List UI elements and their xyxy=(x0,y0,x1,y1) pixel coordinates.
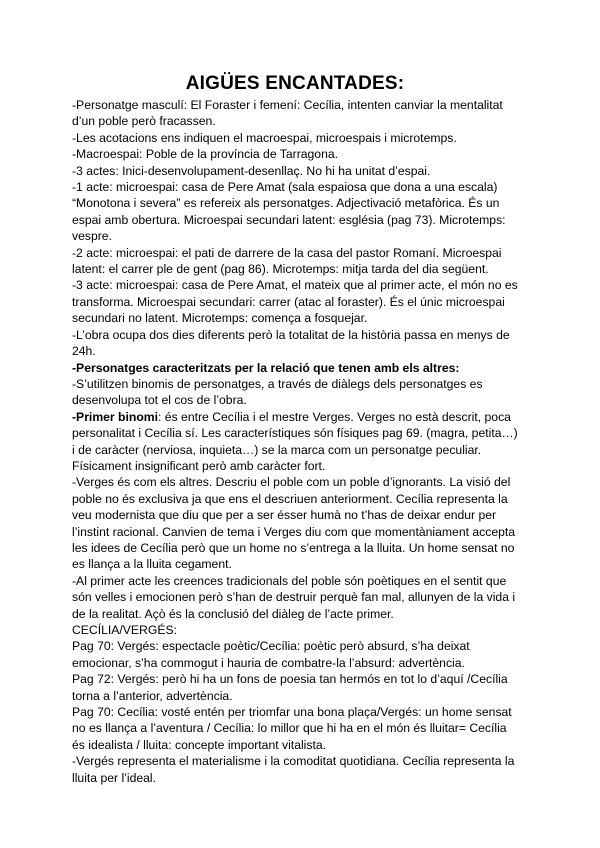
paragraph-text: -S’utilitzen binomis de personatges, a través de diàlegs dels personatges es desenvolupa tot el cos de l’obra. xyxy=(72,376,483,408)
document-title: AIGÜES ENCANTADES: xyxy=(185,73,405,94)
paragraph-text: -3 acte: microespai: casa de Pere Amat, el mateix que al primer acte, el món no es transforma. Microespai secundari: carrer (atac al foraster). És el únic microespai secundari no latent. Microtemps: comença a fosquejar. xyxy=(72,278,518,326)
paragraph-15 xyxy=(72,638,518,671)
paragraph-10 xyxy=(72,376,518,409)
document-body xyxy=(72,97,518,786)
paragraph-1 xyxy=(72,97,518,130)
paragraph-lead: -Primer binomi xyxy=(72,409,159,424)
paragraph-text: -L’obra ocupa dos dies diferents però la totalitat de la història passa en menys de 24h. xyxy=(72,327,510,359)
paragraph-text: -Vergés representa el materialisme i la comoditat quotidiana. Cecília representa la lluita per l’ideal. xyxy=(72,754,515,785)
paragraph-16 xyxy=(72,671,518,704)
paragraph-text: -Verges és com els altres. Descriu el poble com un poble d’ignorants. La visió del poble no és exclusiva ja que ens el descriuen anteriorment. Cecília representa la veu modernista que diu que per a ser ésser humà no t’has de deixar endur per l’instint racional. Canvien de tema i Verges diu com que momentàniament accepta les idees de Cecília però que un home no s’entrega a la lluita. Un home sensat no es llança a la lluita cegament. xyxy=(72,475,516,572)
paragraph-4 xyxy=(72,163,518,179)
paragraph-5 xyxy=(72,179,518,245)
paragraph-text: -1 acte: microespai: casa de Pere Amat (sala espaiosa que dona a una escala) “Monotona i severa” es refereix als personatges. Adjectivació metafòrica. És un espai amb obertura. Microespai secundari latent: església (pag 73). Microtemps: vespre. xyxy=(72,180,506,244)
paragraph-18 xyxy=(72,753,518,786)
paragraph-7 xyxy=(72,277,518,326)
paragraph-text: Pag 70: Cecília: vosté entén per triomfar una bona plaça/Vergés: un home sensat no es llança a l’aventura / Cecília: lo millor que hi ha en el món és lluitar= Cecília és idealista / lluita: concepte important vitalista. xyxy=(72,705,512,752)
paragraph-13 xyxy=(72,573,518,622)
paragraph-text: -3 actes: Inici-desenvolupament-desenllaç. No hi ha unitat d’espai. xyxy=(72,163,431,178)
paragraph-text: CECÍLIA/VERGÉS: xyxy=(72,623,177,637)
paragraph-14 xyxy=(72,622,518,638)
paragraph-3 xyxy=(72,146,518,162)
paragraph-text: -Al primer acte les creences tradicionals del poble són poètiques en el sentit que són velles i emocionen però s’han de destruir perquè fan mal, allunyen de la vida i de la realitat. Açò és la conclusió del diàleg de l’acte primer. xyxy=(72,573,516,621)
paragraph-text: Pag 70: Vergés: espectacle poètic/Cecília: poètic però absurd, s’ha deixat emocionar, s’ha commogut i hauria de combatre-la l’absurd: advertència. xyxy=(72,639,470,670)
paragraph-text: -2 acte: microespai: el pati de darrere de la casa del pastor Romaní. Microespai latent: el carrer ple de gent (pag 86). Microtemps: mitja tarda del dia següent. xyxy=(72,245,502,277)
paragraph-17 xyxy=(72,704,518,753)
paragraph-6 xyxy=(72,245,518,278)
section-heading-text: -Personatges caracteritzats per la relació que tenen amb els altres: xyxy=(72,360,460,375)
paragraph-2 xyxy=(72,130,518,146)
paragraph-text: : és entre Cecília i el mestre Verges. Verges no està descrit, poca personalitat i Cecília sí. Les característiques són físiques pag 69. (magra, petita…) i de caràcter (nerviosa, inquieta…) se la marca com un personatge peculiar. Físicament insignificant però amb caràcter fort. xyxy=(72,409,518,473)
paragraph-text: -Personatge masculí: El Foraster i femení: Cecília, intenten canviar la mentalitat d’un poble però fracassen. xyxy=(72,98,503,129)
paragraph-12 xyxy=(72,474,518,572)
section-heading-personatges xyxy=(72,360,518,376)
paragraph-8 xyxy=(72,327,518,360)
paragraph-primer-binomi xyxy=(72,409,518,475)
paragraph-text: -Macroespai: Poble de la província de Tarragona. xyxy=(72,147,339,162)
paragraph-text: Pag 72: Vergés: però hi ha un fons de poesia tan hermós en tot lo d’aquí /Cecília torna a l’anterior, advertència. xyxy=(72,672,508,703)
paragraph-text: -Les acotacions ens indiquen el macroespai, microespais i microtemps. xyxy=(72,130,457,145)
